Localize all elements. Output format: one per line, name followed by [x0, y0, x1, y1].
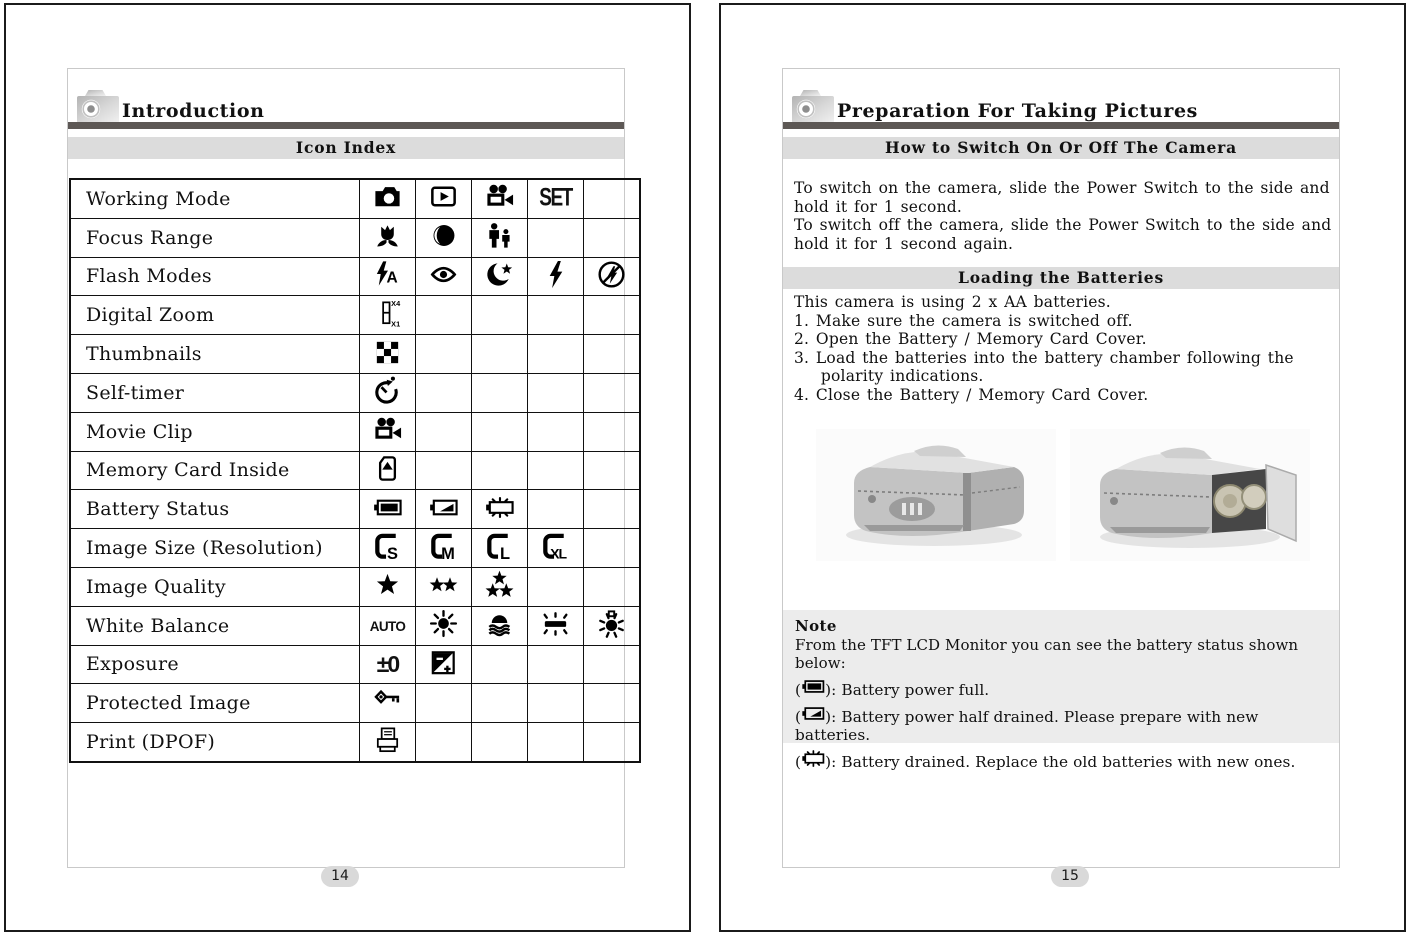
note-item-text: ): Battery power full. — [825, 681, 990, 699]
camera-icon — [372, 181, 403, 212]
note-item: ( ): Battery power full. — [795, 678, 1331, 699]
digital-zoom-bar-icon — [372, 298, 403, 329]
row-label: Digital Zoom — [70, 296, 360, 335]
note-block — [783, 610, 1339, 771]
icon-cell — [416, 412, 472, 451]
camera-logo-icon — [75, 85, 121, 125]
icon-cell — [360, 373, 416, 412]
text-line: polarity indications. — [794, 367, 984, 386]
icon-cell — [416, 451, 472, 490]
table-row — [70, 567, 640, 606]
icon-cell — [584, 723, 641, 762]
icon-cell — [416, 257, 472, 296]
size-s-icon — [372, 531, 403, 562]
table-row — [70, 606, 640, 645]
macro-flower-icon — [372, 220, 403, 251]
set-text-icon: SET — [539, 185, 572, 213]
icon-cell — [584, 335, 641, 374]
icon-cell — [360, 218, 416, 257]
playback-icon — [428, 181, 459, 212]
note-item: ( ): Battery power half drained. Please prepare with new batteries. — [795, 705, 1331, 744]
row-label: Movie Clip — [70, 412, 360, 451]
red-eye-icon — [428, 259, 459, 290]
icon-cell — [472, 451, 528, 490]
power-switch-paragraph — [794, 179, 1331, 253]
note-intro: From the TFT LCD Monitor you can see the battery status shown below: — [795, 636, 1299, 672]
svg-text:XL: XL — [550, 545, 567, 562]
svg-text:A: A — [386, 269, 398, 287]
text-line: 4. Close the Battery / Memory Card Cover. — [794, 385, 1149, 404]
row-label: Exposure — [70, 645, 360, 684]
ev-zero-icon: ±0 — [376, 650, 399, 677]
icon-cell — [472, 218, 528, 257]
quality-1-star-icon — [372, 569, 403, 600]
icon-cell — [472, 645, 528, 684]
icon-cell — [472, 529, 528, 568]
icon-cell — [528, 723, 584, 762]
text-line: To switch on the camera, slide the Power Switch to the side and — [794, 179, 1330, 197]
table-row — [70, 684, 640, 723]
row-label: Flash Modes — [70, 257, 360, 296]
left-content-panel — [67, 68, 625, 868]
ev-compensation-icon — [428, 647, 459, 678]
icon-cell — [360, 335, 416, 374]
icon-cell — [528, 645, 584, 684]
icon-cell — [528, 490, 584, 529]
page-left — [4, 3, 691, 932]
self-timer-icon — [372, 375, 403, 406]
icon-cell — [360, 179, 416, 218]
table-row — [70, 218, 640, 257]
note-item-text: ): Battery power half drained. Please prepare with new batteries. — [795, 708, 1259, 744]
icon-cell — [584, 412, 641, 451]
page-number-pill: 14 — [321, 866, 359, 887]
svg-text:X4: X4 — [391, 298, 401, 308]
icon-cell — [528, 567, 584, 606]
wb-auto-icon: AUTO — [369, 619, 406, 635]
icon-cell — [528, 529, 584, 568]
icon-cell — [584, 179, 641, 218]
icon-cell — [360, 296, 416, 335]
row-label: Battery Status — [70, 490, 360, 529]
svg-text:X1: X1 — [391, 319, 401, 329]
table-row — [70, 373, 640, 412]
icon-cell — [472, 490, 528, 529]
icon-cell — [584, 490, 641, 529]
icon-cell — [584, 529, 641, 568]
icon-cell — [528, 296, 584, 335]
icon-cell — [416, 529, 472, 568]
text-line: This camera is using 2 x AA batteries. — [794, 293, 1111, 311]
row-label: Focus Range — [70, 218, 360, 257]
battery-full-icon — [372, 492, 403, 523]
svg-text:S: S — [387, 544, 398, 562]
size-xl-icon — [540, 531, 571, 562]
icon-cell — [528, 335, 584, 374]
icon-cell — [416, 645, 472, 684]
row-label: Memory Card Inside — [70, 451, 360, 490]
note-items — [795, 678, 1331, 771]
icon-cell — [528, 179, 584, 218]
row-label: White Balance — [70, 606, 360, 645]
icon-index-table — [69, 178, 641, 763]
icon-cell — [584, 373, 641, 412]
svg-text:L: L — [499, 544, 511, 562]
icon-cell — [528, 257, 584, 296]
icon-cell — [416, 684, 472, 723]
icon-cell — [472, 335, 528, 374]
camera-logo-icon — [790, 85, 836, 125]
icon-cell — [528, 684, 584, 723]
icon-cell — [360, 451, 416, 490]
page-number-pill: 15 — [1051, 866, 1089, 887]
row-label: Protected Image — [70, 684, 360, 723]
battery-full-icon — [801, 678, 825, 695]
loading-batteries-paragraph — [794, 293, 1294, 405]
table-row — [70, 296, 640, 335]
text-line: hold it for 1 second again. — [794, 234, 1014, 253]
wb-fluorescent-icon — [540, 608, 571, 639]
icon-cell — [528, 606, 584, 645]
camera-photo-cover-open — [1070, 429, 1310, 561]
wb-cloudy-icon — [484, 608, 515, 639]
flash-off-icon — [596, 259, 627, 290]
portrait-face-icon — [428, 220, 459, 251]
icon-cell — [472, 684, 528, 723]
icon-cell — [584, 296, 641, 335]
people-icon — [484, 220, 515, 251]
icon-cell — [416, 296, 472, 335]
quality-3-stars-icon — [484, 569, 515, 600]
dark-divider — [68, 122, 624, 129]
icon-cell — [360, 684, 416, 723]
note-title: Note — [795, 617, 837, 635]
table-row — [70, 335, 640, 374]
note-item-text: ): Battery drained. Replace the old batteries with new ones. — [825, 753, 1296, 771]
printer-icon — [372, 725, 403, 756]
text-line: 2. Open the Battery / Memory Card Cover. — [794, 330, 1147, 349]
icon-cell — [416, 606, 472, 645]
icon-cell — [472, 412, 528, 451]
row-label: Image Size (Resolution) — [70, 529, 360, 568]
icon-cell — [472, 179, 528, 218]
icon-cell — [472, 723, 528, 762]
icon-cell — [416, 373, 472, 412]
table-row — [70, 723, 640, 762]
icon-cell — [472, 373, 528, 412]
icon-cell — [360, 723, 416, 762]
battery-half-icon — [801, 705, 825, 722]
table-row — [70, 645, 640, 684]
flash-auto-icon — [372, 259, 403, 290]
right-header — [790, 75, 1198, 125]
icon-cell — [472, 296, 528, 335]
section-heading-power: How to Switch On Or Off The Camera — [783, 137, 1339, 159]
size-m-icon — [428, 531, 459, 562]
note-item: ( ): Battery drained. Replace the old batteries with new ones. — [795, 750, 1331, 771]
icon-cell — [416, 723, 472, 762]
icon-cell — [416, 490, 472, 529]
icon-cell — [472, 257, 528, 296]
battery-drained-icon — [484, 492, 515, 523]
table-row — [70, 179, 640, 218]
icon-cell — [360, 529, 416, 568]
dark-divider — [783, 122, 1339, 129]
icon-cell — [584, 257, 641, 296]
table-row — [70, 412, 640, 451]
quality-2-stars-icon — [428, 569, 459, 600]
icon-cell — [528, 218, 584, 257]
thumbnails-grid-icon — [372, 337, 403, 368]
text-line: hold it for 1 second. — [794, 197, 962, 216]
night-scene-icon — [484, 259, 515, 290]
text-line: 3. Load the batteries into the battery chamber following the — [794, 348, 1294, 367]
table-row — [70, 490, 640, 529]
icon-cell — [528, 451, 584, 490]
size-l-icon — [484, 531, 515, 562]
svg-text:M: M — [441, 544, 455, 562]
movie-camera-icon — [372, 414, 403, 445]
page-right — [719, 3, 1406, 932]
icon-cell — [360, 257, 416, 296]
table-row — [70, 529, 640, 568]
row-label: Working Mode — [70, 179, 360, 218]
icon-cell — [360, 412, 416, 451]
row-label: Thumbnails — [70, 335, 360, 374]
icon-cell — [528, 373, 584, 412]
battery-drained-icon — [801, 750, 825, 767]
icon-cell — [416, 218, 472, 257]
icon-cell — [584, 606, 641, 645]
icon-cell — [584, 684, 641, 723]
movie-camera-icon — [484, 181, 515, 212]
icon-cell — [360, 645, 416, 684]
icon-cell — [472, 606, 528, 645]
icon-cell — [360, 606, 416, 645]
icon-cell — [584, 645, 641, 684]
page-title: Preparation For Taking Pictures — [837, 100, 1198, 122]
flash-on-icon — [540, 259, 571, 290]
row-label: Image Quality — [70, 567, 360, 606]
icon-cell — [416, 179, 472, 218]
icon-cell — [416, 567, 472, 606]
text-line: 1. Make sure the camera is switched off. — [794, 311, 1133, 330]
page-title: Introduction — [122, 100, 265, 122]
row-label: Print (DPOF) — [70, 723, 360, 762]
wb-tungsten-icon — [596, 608, 627, 639]
icon-cell — [584, 218, 641, 257]
icon-cell — [584, 567, 641, 606]
table-row — [70, 257, 640, 296]
icon-cell — [528, 412, 584, 451]
wb-daylight-icon — [428, 608, 459, 639]
protect-key-icon — [372, 686, 403, 717]
icon-cell — [472, 567, 528, 606]
battery-photos — [816, 429, 1310, 561]
left-header — [75, 75, 265, 125]
icon-cell — [360, 490, 416, 529]
table-row — [70, 451, 640, 490]
icon-cell — [584, 451, 641, 490]
icon-cell — [416, 335, 472, 374]
memory-card-icon — [372, 453, 403, 484]
text-line: To switch off the camera, slide the Power Switch to the side and — [794, 216, 1332, 235]
section-heading-batteries: Loading the Batteries — [783, 267, 1339, 289]
battery-half-icon — [428, 492, 459, 523]
row-label: Self-timer — [70, 373, 360, 412]
right-content-panel — [782, 68, 1340, 868]
camera-photo-cover-closed — [816, 429, 1056, 561]
section-heading: Icon Index — [68, 137, 624, 159]
icon-cell — [360, 567, 416, 606]
